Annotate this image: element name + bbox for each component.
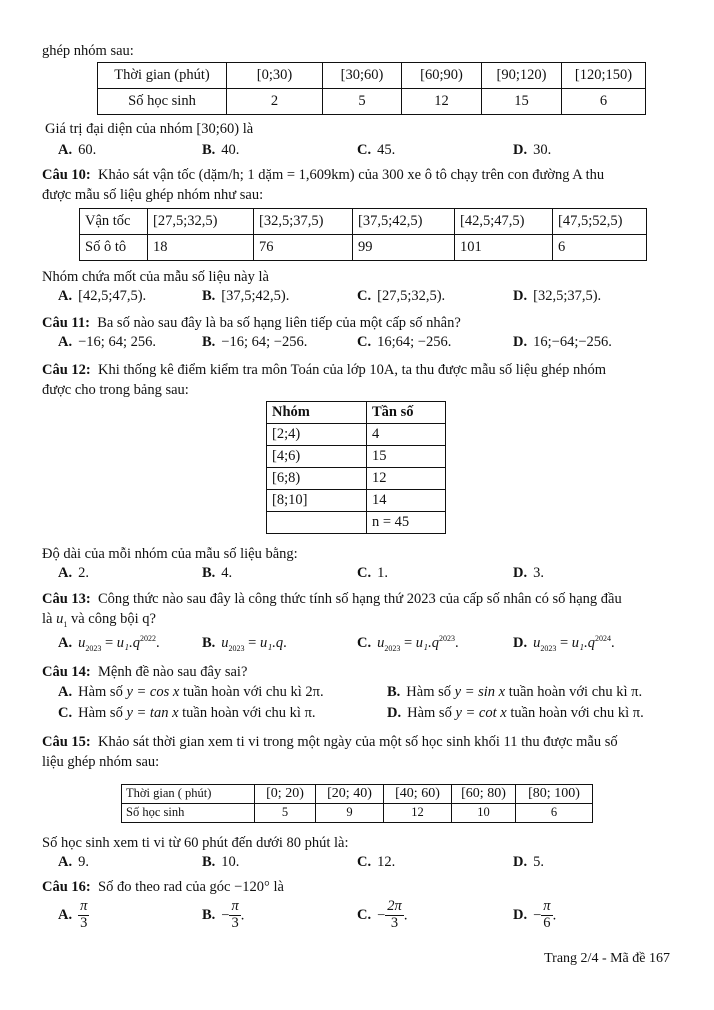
question-number: Câu 14: [42,664,91,680]
fraction: $\frac{\pi}{6}$ [543,898,551,931]
table-cell: 5 [323,89,402,115]
question-15-option-b[interactable]: B. 10. [202,854,240,870]
table-cell: 12 [367,468,446,490]
question-14-option-d[interactable]: D. Hàm số y = cot x tuần hoàn với chu kì π. [387,705,644,721]
table-row [267,468,446,490]
table-cell: 4 [367,424,446,446]
table-cell: [32,5;37,5) [254,209,353,235]
question-12-text: Câu 12: Khi thống kê điểm kiểm tra môn Toán của lớp 10A, ta thu được mẫu số liệu ghép nhóm [42,362,606,378]
table-cell [267,512,367,534]
table-cell: [8;10] [267,490,367,512]
question-9-prompt: Giá trị đại diện của nhóm [30;60) là [45,121,254,137]
table-cell: Số ô tô [80,235,148,261]
question-15-table [121,784,593,823]
fraction: $\frac{\pi}{3}$ [80,898,88,931]
table-cell: [0;30) [227,63,323,89]
fraction: $\frac{2\pi}{3}$ [387,898,402,931]
table-cell: 99 [353,235,455,261]
question-12-option-a[interactable]: A. 2. [58,565,89,581]
question-12-prompt: Độ dài của mỗi nhóm của mẫu số liệu bằng: [42,546,298,562]
table-cell: 12 [402,89,482,115]
table-cell: 5 [255,804,316,823]
question-number: Câu 13: [42,591,91,607]
question-10-option-a[interactable]: A. [42,5;47,5). [58,288,147,304]
question-13-option-d[interactable]: D. $u_{2023} = u_1.q^{2024}$. [513,634,615,653]
question-9-option-b[interactable]: B. 40. [202,142,240,158]
question-13-text: Câu 13: Công thức nào sau đây là công thức tính số hạng thứ 2023 của cấp số nhân có số hạng đầu [42,591,622,607]
question-14-text: Câu 14: Mệnh đề nào sau đây sai? [42,664,248,680]
table-cell: [20; 40) [316,785,384,804]
question-11-text: Câu 11: Ba số nào sau đây là ba số hạng liên tiếp của một cấp số nhân? [42,315,461,331]
table-cell: 9 [316,804,384,823]
table-cell: Số học sinh [98,89,227,115]
table-cell: [37,5;42,5) [353,209,455,235]
question-15-option-a[interactable]: A. 9. [58,854,89,870]
table-cell: n = 45 [367,512,446,534]
question-11-option-c[interactable]: C. 16;64; −256. [357,334,452,350]
table-row [267,446,446,468]
table-cell: [27,5;32,5) [148,209,254,235]
question-11-option-a[interactable]: A. −16; 64; 256. [58,334,156,350]
table-row [98,89,646,115]
question-10-text-line2: được mẫu số liệu ghép nhóm như sau: [42,187,264,203]
table-cell: 2 [227,89,323,115]
question-12-option-c[interactable]: C. 1. [357,565,388,581]
table-cell: [40; 60) [384,785,452,804]
table-header-row [267,402,446,424]
question-9-option-d[interactable]: D. 30. [513,142,552,158]
table-cell: Tần số [367,402,446,424]
question-15-prompt: Số học sinh xem ti vi từ 60 phút đến dưới 80 phút là: [42,835,349,851]
question-15-text: Câu 15: Khảo sát thời gian xem ti vi trong một ngày của một số học sinh khối 11 thu được mẫu số [42,734,618,750]
question-10-option-c[interactable]: C. [27,5;32,5). [357,288,446,304]
table-cell: 101 [455,235,553,261]
question-10-table [79,208,647,261]
table-row [80,235,647,261]
question-15-text-line2: liệu ghép nhóm sau: [42,754,160,770]
table-cell: [90;120) [482,63,562,89]
table-cell: 15 [367,446,446,468]
question-12-table [266,401,446,534]
question-16-text: Câu 16: Số đo theo rad của góc −120° là [42,879,284,895]
question-11-option-d[interactable]: D. 16;−64;−256. [513,334,612,350]
question-14-option-b[interactable]: B. Hàm số y = sin x tuần hoàn với chu kì π. [387,684,643,700]
table-row [122,804,593,823]
question-number: Câu 12: [42,362,91,378]
table-row [267,512,446,534]
question-number: Câu 16: [42,879,91,895]
question-number: Câu 15: [42,734,91,750]
question-10-option-b[interactable]: B. [37,5;42,5). [202,288,290,304]
table-cell: 76 [254,235,353,261]
table-cell: [60;90) [402,63,482,89]
question-10-prompt: Nhóm chứa mốt của mẫu số liệu này là [42,269,269,285]
question-10-option-d[interactable]: D. [32,5;37,5). [513,288,602,304]
question-16-option-d[interactable]: D. − $\frac{\pi}{6}$ . [513,898,557,931]
question-12-option-b[interactable]: B. 4. [202,565,233,581]
table-cell: Vận tốc [80,209,148,235]
table-cell: Thời gian ( phút) [122,785,255,804]
table-cell: Số học sinh [122,804,255,823]
table-cell: 12 [384,804,452,823]
table-cell: 6 [516,804,593,823]
table-cell: 14 [367,490,446,512]
question-number: Câu 10: [42,167,91,183]
question-15-option-d[interactable]: D. 5. [513,854,544,870]
table-cell: [80; 100) [516,785,593,804]
table-row [267,490,446,512]
question-number: Câu 11: [42,315,90,331]
table-cell: 10 [452,804,516,823]
table-header-row [122,785,593,804]
question-9-intro-fragment: ghép nhóm sau: [42,43,134,59]
question-9-option-a[interactable]: A. 60. [58,142,97,158]
table-cell: 6 [553,235,647,261]
table-cell: [30;60) [323,63,402,89]
table-header-row [80,209,647,235]
page-footer: Trang 2/4 - Mã đề 167 [544,951,670,966]
question-11-option-b[interactable]: B. −16; 64; −256. [202,334,308,350]
table-cell: [4;6) [267,446,367,468]
question-16-option-b[interactable]: B. − $\frac{\pi}{3}$ . [202,898,245,931]
table-cell: [120;150) [562,63,646,89]
question-9-table [97,62,646,115]
question-13-option-a[interactable]: A. $u_{2023} = u_1.q^{2022}$. [58,634,160,653]
question-16-option-a[interactable]: A. $\frac{\pi}{3}$ [58,898,88,931]
question-9-option-c[interactable]: C. 45. [357,142,396,158]
table-cell: [47,5;52,5) [553,209,647,235]
question-12-option-d[interactable]: D. 3. [513,565,544,581]
question-13-text-line2: là $u_1$ và công bội q? [42,611,156,629]
table-cell: Thời gian (phút) [98,63,227,89]
table-cell: [42,5;47,5) [455,209,553,235]
table-cell: 18 [148,235,254,261]
table-header-row [98,63,646,89]
question-15-option-c[interactable]: C. 12. [357,854,396,870]
table-cell: [0; 20) [255,785,316,804]
question-16-option-c[interactable]: C. − $\frac{2\pi}{3}$ . [357,898,408,931]
question-14-option-a[interactable]: A. Hàm số y = cos x tuần hoàn với chu kì 2π. [58,684,324,700]
question-12-text-line2: được cho trong bảng sau: [42,382,189,398]
table-cell: [2;4) [267,424,367,446]
question-14-option-c[interactable]: C. Hàm số y = tan x tuần hoàn với chu kì π. [58,705,316,721]
question-13-option-c[interactable]: C. $u_{2023} = u_1.q^{2023}$. [357,634,459,653]
fraction: $\frac{\pi}{3}$ [231,898,239,931]
table-cell: 6 [562,89,646,115]
table-cell: Nhóm [267,402,367,424]
table-cell: [60; 80) [452,785,516,804]
question-13-option-b[interactable]: B. $u_{2023} = u_1.q$. [202,635,287,653]
question-10-text: Câu 10: Khảo sát vận tốc (dặm/h; 1 dặm = 1,609km) của 300 xe ô tô chạy trên con đường A thu [42,167,605,183]
table-row [267,424,446,446]
table-cell: [6;8) [267,468,367,490]
table-cell: 15 [482,89,562,115]
